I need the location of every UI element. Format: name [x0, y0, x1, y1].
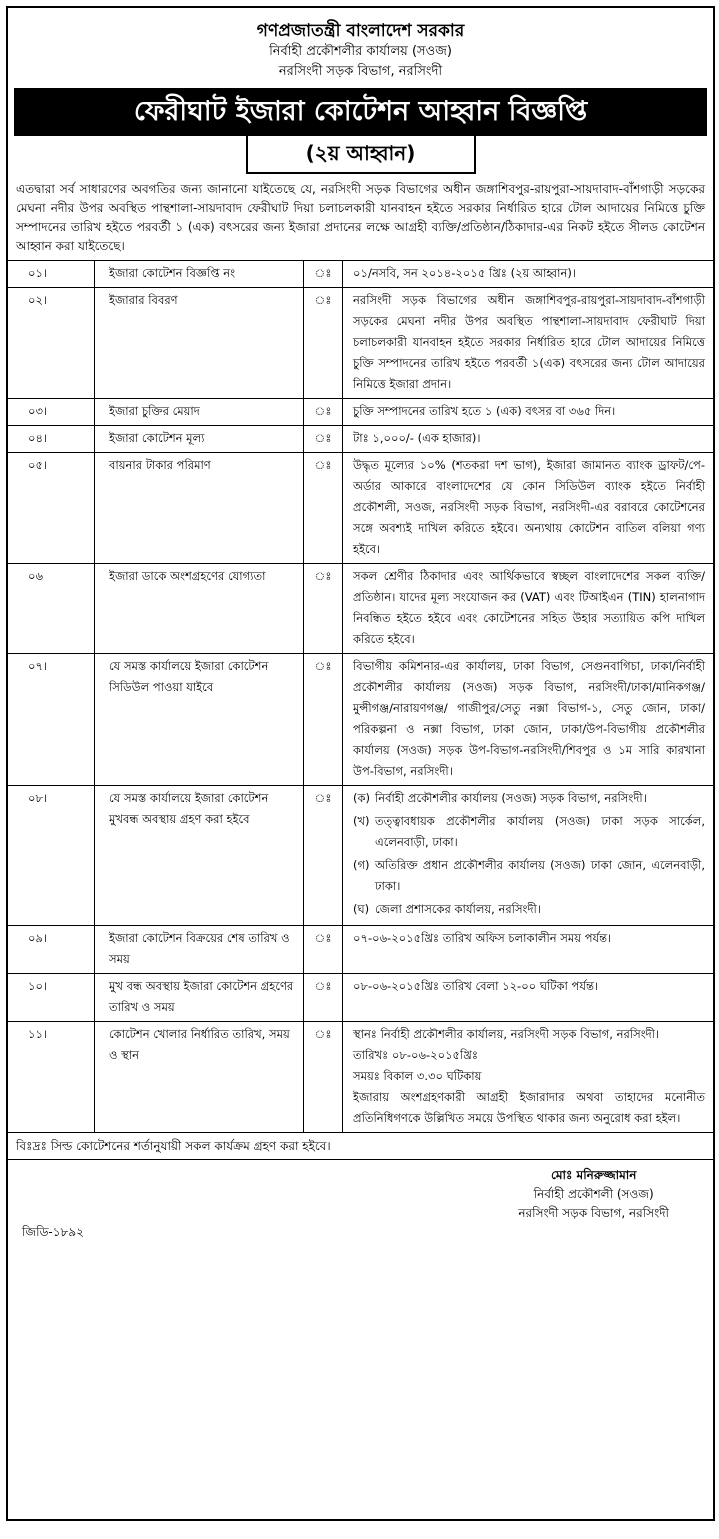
value-line: সময়ঃ বিকাল ৩.৩০ ঘটিকায়: [353, 1069, 482, 1083]
details-table: [8, 260, 713, 1133]
sub-item: [353, 788, 705, 809]
row-number: ১০।: [8, 974, 95, 1022]
row-value: উদ্ধৃত মূল্যের ১০% (শতকরা দশ ভাগ), ইজারা জামানত ব্যাংক ড্রাফট/পে-অর্ডার আকারে বাংলাদেশের যে কোন সিডিউল ব্যাংক হইতে নির্বাহী প্রকৌশলী, সওজ, নরসিংদী সড়ক বিভাগ, নরসিংদী-এর বরাবরে কোটেশনের সঙ্গে অবশ্যই দাখিল করিতে হইবে। অন্যথায় কোটেশন বাতিল বলিয়া গণ্য হইবে।: [343, 453, 714, 564]
intro-paragraph: এতদ্বারা সর্ব সাধারণের অবগতির জন্য জানানো যাইতেছে যে, নরসিংদী সড়ক বিভাগের অধীন জঙ্গাশিবপুর-রায়পুরা-সায়দাবাদ-বাঁশগাড়ী সড়কের মেঘনা নদীর উপর অবস্থিত পান্থশালা-সায়দাবাদ ফেরীঘাট দিয়া চলাচলকারী যানবাহন হইতে সরকার নির্ধারিত হারে টোল আদায়ের নিমিত্তে চুক্তি সম্পাদনের তারিখ হইতে পরবর্তী ১ (এক) বৎসরের জন্য ইজারা প্রদানের লক্ষে আগ্রহী ব্যক্তি/প্রতিষ্ঠান/ঠিকাদার-এর নিকট হইতে সীলড কোটেশন আহ্বান করা যাইতেছে।: [16, 182, 705, 253]
row-label: বায়নার টাকার পরিমাণ: [95, 453, 304, 564]
table-row: [8, 261, 713, 288]
table-row: [8, 974, 713, 1022]
row-label: ইজারা কোটেশন বিজ্ঞপ্তি নং: [95, 261, 304, 288]
row-number: ০৪।: [8, 426, 95, 453]
row-colon: ঃ: [304, 399, 343, 426]
row-number: ০২।: [8, 288, 95, 399]
table-row: [8, 1022, 713, 1133]
row-label: ইজারা কোটেশন বিক্রয়ের শেষ তারিখ ও সময়: [95, 926, 304, 974]
row-number: ০১।: [8, 261, 95, 288]
signature-block: [518, 1166, 669, 1223]
row-colon: ঃ: [304, 786, 343, 926]
sub-item-text: তত্ত্বাবধায়ক প্রকৌশলীর কার্যালয় (সওজ) ঢাকা সড়ক সার্কেল, এলেনবাড়ী, ঢাকা।: [375, 814, 705, 849]
row-label: মুখ বন্ধ অবস্থায় ইজারা কোটেশন গ্রহণের তারিখ ও সময়: [95, 974, 304, 1022]
notice-page: [6, 6, 715, 1521]
value-line: স্থানঃ নির্বাহী প্রকৌশলীর কার্যালয়, নরসিংদী সড়ক বিভাগ, নরসিংদী।: [353, 1027, 660, 1041]
sub-item-mark: (ঘ): [353, 902, 370, 916]
sub-item: [353, 811, 705, 853]
sub-item-text: জেলা প্রশাসকের কার্যালয়, নরসিংদী।: [375, 902, 541, 916]
notice-title: ফেরীঘাট ইজারা কোটেশন আহ্বান বিজ্ঞপ্তি: [14, 88, 707, 136]
row-label: ইজারা কোটেশন মূল্য: [95, 426, 304, 453]
row-value: [343, 1022, 714, 1133]
row-value: ০৭-০৬-২০১৫খ্রিঃ তারিখ অফিস চলাকালীন সময় পর্যন্ত।: [343, 926, 714, 974]
office-name: নির্বাহী প্রকৌশলীর কার্যালয় (সওজ): [269, 44, 452, 59]
row-value: চুক্তি সম্পাদনের তারিখ হতে ১ (এক) বৎসর বা ৩৬৫ দিন।: [343, 399, 714, 426]
sub-item-mark: (ক): [353, 791, 371, 805]
notice-subtitle: (২য় আহ্বান): [246, 136, 476, 174]
division-name: নরসিংদী সড়ক বিভাগ, নরসিংদী: [278, 64, 443, 79]
row-value: নরসিংদী সড়ক বিভাগের অধীন জঙ্গাশিবপুর-রায়পুরা-সায়দাবাদ-বাঁশগাড়ী সড়কের মেঘনা নদীর উপর অবস্থিত পান্থশালা-সায়দাবাদ ফেরীঘাট দিয়া চলাচলকারী যানবাহন হইতে সরকার নির্ধারিত হারে টোল আদায়ের নিমিত্তে চুক্তি সম্পাদনের তারিখ হইতে পরবর্তী ১(এক) বৎসরের জন্য টোল আদায়ের নিমিত্তে ইজারা প্রদান।: [343, 288, 714, 399]
row-number: ০৯।: [8, 926, 95, 974]
footer: [8, 1160, 713, 1252]
letterhead: [8, 20, 713, 82]
row-value: [343, 786, 714, 926]
row-number: ১১।: [8, 1022, 95, 1133]
row-value: বিভাগীয় কমিশনার-এর কার্যালয়, ঢাকা বিভাগ, সেগুনবাগিচা, ঢাকা/নির্বাহী প্রকৌশলীর কার্যালয় (সওজ) সড়ক বিভাগ, নরসিংদী/ঢাকা/মানিকগঞ্জ/মুন্সীগঞ্জ/নারায়ণগঞ্জ/ গাজীপুর/সেতু নক্সা বিভাগ-১, সেতু জোন, ঢাকা/পরিকল্পনা ও নক্সা বিভাগ, ঢাকা জোন, ঢাকা/উপ-বিভাগীয় প্রকৌশলীর কার্যালয় (সওজ) সড়ক উপ-বিভাগ-নরসিংদী/শিবপুর ও ১ম সারি কারখানা উপ-বিভাগ, নরসিংদী।: [343, 654, 714, 786]
sub-item-text: অতিরিক্ত প্রধান প্রকৌশলীর কার্যালয় (সওজ) ঢাকা জোন, এলেনবাড়ী, ঢাকা।: [375, 858, 705, 893]
row-label: ইজারার বিবরণ: [95, 288, 304, 399]
government-name: গণপ্রজাতন্ত্রী বাংলাদেশ সরকার: [256, 21, 465, 41]
value-line: তারিখঃ ০৮-০৬-২০১৫খ্রিঃ: [353, 1048, 478, 1062]
row-number: ০৮।: [8, 786, 95, 926]
sub-item: [353, 855, 705, 897]
row-number: ০৩।: [8, 399, 95, 426]
row-number: ০৬: [8, 564, 95, 654]
sub-item-mark: (খ): [353, 814, 370, 828]
footnote: বিঃদ্রঃ সিল্ড কোটেশনের শর্তানুযায়ী সকল কার্যক্রম গ্রহণ করা হইবে।: [8, 1133, 713, 1160]
row-colon: ঃ: [304, 426, 343, 453]
row-value: টাঃ ১,০০০/- (এক হাজার)।: [343, 426, 714, 453]
row-label: ইজারা চুক্তির মেয়াদ: [95, 399, 304, 426]
gd-reference: জিডি-১৮৯২: [22, 1225, 84, 1239]
row-colon: ঃ: [304, 288, 343, 399]
sub-item-text: নির্বাহী প্রকৌশলীর কার্যালয় (সওজ) সড়ক বিভাগ, নরসিংদী।: [375, 791, 647, 805]
row-label: যে সমস্ত কার্যালয়ে ইজারা কোটেশন মুখবন্ধ অবস্থায় গ্রহণ করা হইবে: [95, 786, 304, 926]
table-row: [8, 926, 713, 974]
row-number: ০৭।: [8, 654, 95, 786]
sub-item: [353, 899, 705, 920]
row-label: যে সমস্ত কার্যালয়ে ইজারা কোটেশন সিডিউল পাওয়া যাইবে: [95, 654, 304, 786]
row-value: ০৮-০৬-২০১৫খ্রিঃ তারিখ বেলা ১২-০০ ঘটিকা পর্যন্ত।: [343, 974, 714, 1022]
row-colon: ঃ: [304, 974, 343, 1022]
value-line: ইজারায় অংশগ্রহণকারী আগ্রহী ইজারাদার অথবা তাহাদের মনোনীত প্রতিনিধিগণকে উল্লিখিত সময়ে উপস্থিত থাকার জন্য অনুরোধ করা হইল।: [353, 1090, 705, 1125]
table-row: [8, 426, 713, 453]
signatory-name: মোঃ মনিরুজ্জামান: [550, 1168, 637, 1182]
sub-item-mark: (গ): [353, 858, 370, 872]
row-number: ০৫।: [8, 453, 95, 564]
signatory-office: নরসিংদী সড়ক বিভাগ, নরসিংদী: [518, 1206, 669, 1220]
table-row: [8, 654, 713, 786]
table-row: [8, 399, 713, 426]
table-row: [8, 564, 713, 654]
row-value: ০১/নসবি, সন ২০১৪-২০১৫ খ্রিঃ (২য় আহ্বান)।: [343, 261, 714, 288]
table-row: [8, 786, 713, 926]
row-label: কোটেশন খোলার নির্ধারিত তারিখ, সময় ও স্থান: [95, 1022, 304, 1133]
row-colon: ঃ: [304, 261, 343, 288]
table-row: [8, 288, 713, 399]
row-value: সকল শ্রেণীর ঠিকাদার এবং আর্থিকভাবে স্বচ্ছল বাংলাদেশের সকল ব্যক্তি/প্রতিষ্ঠান। যাদের মূল্য সংযোজন কর (VAT) এবং টিআইএন (TIN) হালনাগাদ নিবন্ধিত হইতে হইবে এবং কোটেশনের সহিত উহার সত্যায়িত কপি দাখিল করিতে হইবে।: [343, 564, 714, 654]
signatory-designation: নির্বাহী প্রকৌশলী (সওজ): [533, 1187, 654, 1201]
row-colon: ঃ: [304, 564, 343, 654]
row-label: ইজারা ডাকে অংশগ্রহণের যোগ্যতা: [95, 564, 304, 654]
row-colon: ঃ: [304, 1022, 343, 1133]
table-row: [8, 453, 713, 564]
row-colon: ঃ: [304, 654, 343, 786]
row-colon: ঃ: [304, 453, 343, 564]
row-colon: ঃ: [304, 926, 343, 974]
